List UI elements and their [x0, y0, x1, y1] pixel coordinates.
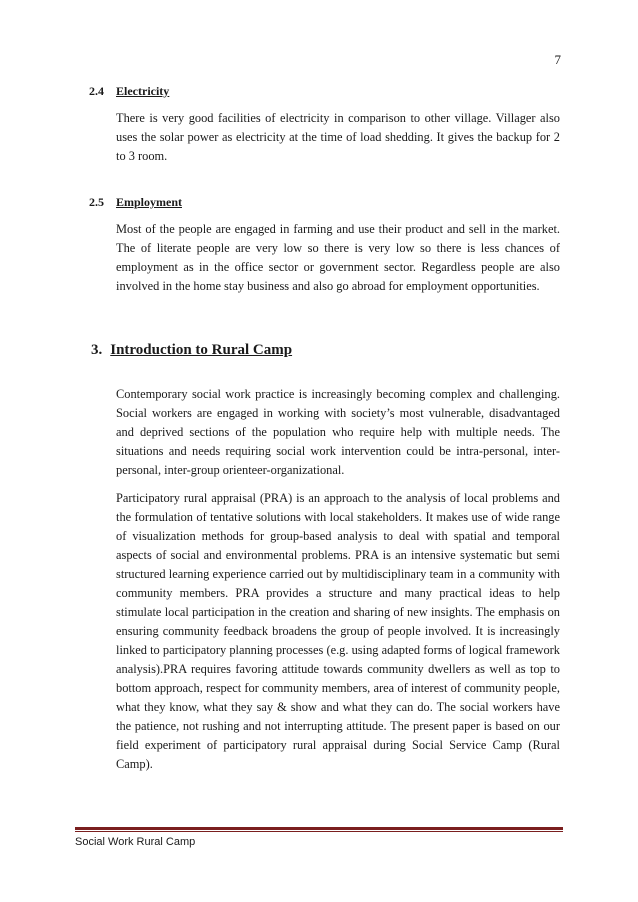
employment-paragraph: Most of the people are engaged in farming and use their product and sell in the market. The of literate people are very low so there is very low so there is less chances of employment as in the office sector or government sector. Regardless people are also involved in the home stay business and also go abroad for employment opportunities. — [116, 222, 560, 293]
section-title: Introduction to Rural Camp — [110, 342, 293, 358]
introduction-paragraph-2: Participatory rural appraisal (PRA) is an approach to the analysis of local problems and the formulation of tentative solutions with local stakeholders. It makes use of wide range of visualization methods for group-based analysis to deal with spatial and temporal aspects of social and environmental problems. PRA is an intensive systematic but semi structured learning experience carried out by multidisciplinary team in a community with community members. PRA provides a structure and many practical ideas to help stimulate local participation in the creation and sharing of new insights. The emphasis on ensuring community feedback broadens the group of people involved. It is increasingly linked to participatory planning processes (e.g. using adapted forms of logical framework analysis).PRA requires favoring attitude towards community dwellers as well as top to bottom approach, respect for community members, area of interest of community people, what they know, what they say & show and what they can do. The social workers have the patience, not rushing and not interrupting attitude. The present paper is based on our field experiment of participatory rural appraisal during Social Service Camp (Rural Camp). — [116, 491, 560, 771]
subsection-title: Electricity — [116, 84, 170, 98]
section-number: 3. — [91, 342, 103, 358]
footer-rule-thin — [75, 831, 563, 832]
subsection-number: 2.5 — [89, 195, 104, 209]
introduction-paragraph-1: Contemporary social work practice is increasingly becoming complex and challenging. Social workers are engaged in working with society’s most vulnerable, disadvantaged and deprived sections of the population who require help with multiple needs. The situations and needs requiring social work intervention could be intra-personal, inter-personal, inter-group orienteer-organizational. — [116, 387, 560, 477]
footer-text: Social Work Rural Camp — [75, 836, 196, 848]
subsection-title: Employment — [116, 195, 182, 209]
footer-rule-thick — [75, 827, 563, 830]
section-heading-introduction — [91, 342, 292, 359]
page-number: 7 — [554, 52, 561, 67]
subsection-number: 2.4 — [89, 84, 104, 98]
subsection-heading-electricity — [89, 84, 169, 99]
electricity-paragraph: There is very good facilities of electricity in comparison to other village. Villager also uses the solar power as electricity at the time of load shedding. It gives the backup for 2 to 3 room. — [116, 111, 560, 163]
subsection-heading-employment — [89, 195, 182, 210]
